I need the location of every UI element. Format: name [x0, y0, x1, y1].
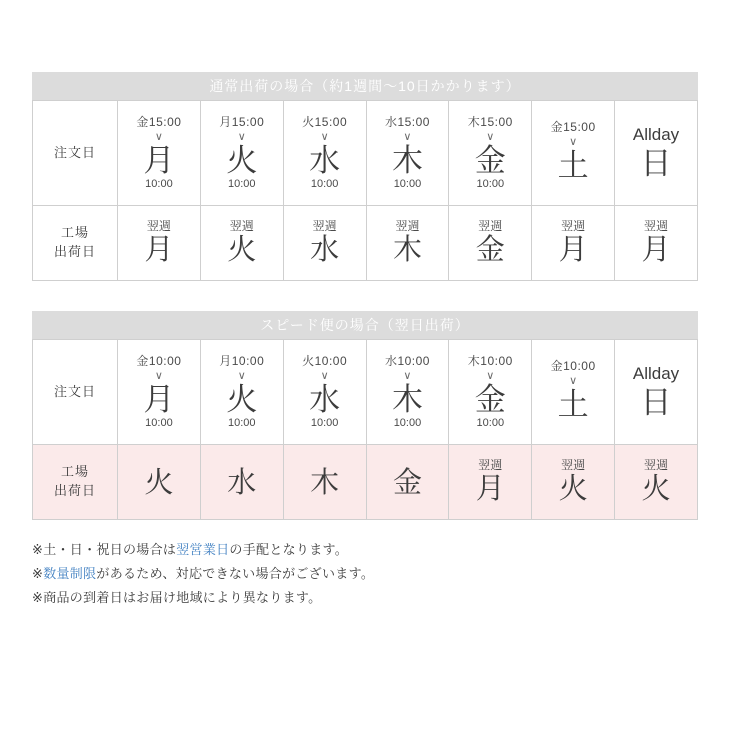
order-cell	[366, 101, 449, 206]
chevron-down-icon: ∨	[237, 368, 246, 382]
order-cell	[118, 340, 201, 445]
order-cell	[366, 340, 449, 445]
table-row-order-speed	[33, 340, 698, 445]
block-header-speed: スピード便の場合（翌日出荷）	[32, 311, 698, 339]
ship-day: 火	[641, 473, 671, 506]
order-time: 10:00	[310, 178, 339, 191]
order-cell	[283, 101, 366, 206]
order-time: 10:00	[476, 417, 505, 430]
note-highlight: 翌営業日	[176, 542, 230, 557]
order-day: 木	[391, 142, 423, 178]
order-cell	[532, 340, 615, 445]
block-header-normal: 通常出荷の場合（約1週間～10日かかります）	[32, 72, 698, 100]
ship-day: 金	[475, 234, 505, 267]
order-time: 10:00	[393, 178, 422, 191]
order-time: 10:00	[145, 178, 173, 191]
chevron-down-icon: ∨	[569, 374, 578, 388]
table-row-order-normal	[33, 101, 698, 206]
ship-cell	[200, 445, 283, 520]
ship-week: 翌週	[644, 458, 669, 473]
ship-week: 翌週	[229, 219, 254, 234]
ship-day: 火	[144, 467, 174, 500]
note-text-after: の手配となります。	[229, 542, 349, 557]
order-cell	[283, 340, 366, 445]
ship-day: 月	[641, 234, 671, 267]
chevron-down-icon: ∨	[569, 135, 578, 149]
ship-week: 翌週	[395, 219, 420, 234]
ship-day: 火	[558, 473, 588, 506]
note-highlight: 数量制限	[43, 566, 97, 582]
row-label-ship-speed: 工場 出荷日	[33, 445, 118, 520]
order-time: 10:00	[476, 178, 505, 191]
ship-week: 翌週	[561, 458, 586, 473]
order-cell	[200, 101, 283, 206]
order-time: 10:00	[310, 417, 339, 430]
ship-cell	[449, 445, 532, 520]
order-cutoff: 金10:00	[550, 359, 596, 374]
chevron-down-icon: ∨	[486, 368, 495, 382]
note-text-before: 商品の到着日はお届け地域により異なります。	[43, 590, 322, 606]
ship-day: 木	[310, 467, 340, 500]
order-day: 金	[474, 381, 506, 417]
ship-cell	[283, 206, 366, 281]
ship-cell	[532, 445, 615, 520]
ship-day: 水	[227, 467, 257, 500]
ship-day: 月	[475, 473, 505, 506]
order-cutoff: 月15:00	[219, 114, 265, 129]
order-cutoff: 金15:00	[136, 114, 182, 129]
chevron-down-icon: ∨	[154, 368, 163, 382]
row-label-ship-normal: 工場 出荷日	[33, 206, 118, 281]
order-cell	[615, 340, 698, 445]
schedule-block-normal	[32, 72, 698, 281]
order-day: 月	[143, 381, 175, 417]
order-cutoff: 金15:00	[550, 120, 596, 135]
order-day: 日	[640, 145, 672, 181]
ship-cell	[615, 206, 698, 281]
order-cutoff: 水15:00	[384, 114, 430, 129]
ship-cell	[532, 206, 615, 281]
chevron-down-icon: ∨	[320, 368, 329, 382]
ship-day: 木	[392, 234, 422, 267]
ship-day: 水	[310, 234, 340, 267]
table-row-ship-speed	[33, 445, 698, 520]
schedule-block-speed	[32, 311, 698, 520]
ship-cell	[200, 206, 283, 281]
note-item	[32, 586, 698, 610]
order-day: 月	[143, 142, 175, 178]
order-day: 土	[557, 387, 589, 423]
ship-day: 月	[558, 234, 588, 267]
ship-week: 翌週	[478, 458, 503, 473]
order-cutoff: 金10:00	[136, 353, 182, 368]
order-day: 土	[557, 148, 589, 184]
ship-cell	[449, 206, 532, 281]
notes-list	[32, 538, 698, 610]
note-prefix: ※	[32, 566, 44, 582]
note-item	[32, 538, 698, 562]
ship-cell	[118, 206, 201, 281]
order-cell	[200, 340, 283, 445]
note-prefix: ※	[32, 542, 44, 557]
order-day: 水	[309, 381, 341, 417]
ship-week: 翌週	[644, 219, 669, 234]
chevron-down-icon: ∨	[154, 129, 163, 143]
ship-day: 金	[392, 467, 422, 500]
order-cutoff: 月10:00	[219, 353, 265, 368]
order-day: 日	[640, 384, 672, 420]
ship-week: 翌週	[561, 219, 586, 234]
order-time: 10:00	[228, 417, 256, 430]
order-day: 金	[474, 142, 506, 178]
chevron-down-icon: ∨	[320, 129, 329, 143]
ship-cell	[366, 206, 449, 281]
order-cutoff: 火10:00	[302, 353, 348, 368]
order-day: 水	[309, 142, 341, 178]
schedule-table-speed	[32, 339, 698, 520]
chevron-down-icon: ∨	[486, 129, 495, 143]
order-cell	[615, 101, 698, 206]
ship-cell	[283, 445, 366, 520]
ship-cell	[118, 445, 201, 520]
schedule-table-normal	[32, 100, 698, 281]
order-cell	[532, 101, 615, 206]
order-cutoff: 火15:00	[302, 114, 348, 129]
order-allday-label: Allday	[632, 124, 680, 144]
chevron-down-icon: ∨	[403, 368, 412, 382]
order-allday-label: Allday	[632, 363, 680, 383]
order-time: 10:00	[228, 178, 256, 191]
order-day: 火	[226, 381, 258, 417]
order-cutoff: 木10:00	[467, 353, 513, 368]
order-time: 10:00	[145, 417, 173, 430]
ship-cell	[615, 445, 698, 520]
note-text-after: があるため、対応できない場合がございます。	[96, 566, 375, 582]
order-cutoff: 水10:00	[384, 353, 430, 368]
note-text-before: 土・日・祝日の場合は	[43, 542, 177, 557]
note-prefix: ※	[32, 590, 44, 606]
chevron-down-icon: ∨	[237, 129, 246, 143]
order-day: 火	[226, 142, 258, 178]
order-day: 木	[391, 381, 423, 417]
ship-cell	[366, 445, 449, 520]
row-label-order-normal: 注文日	[33, 101, 118, 206]
ship-day: 月	[144, 234, 174, 267]
order-cutoff: 木15:00	[467, 114, 513, 129]
ship-week: 翌週	[146, 219, 171, 234]
order-cell	[118, 101, 201, 206]
row-label-order-speed: 注文日	[33, 340, 118, 445]
ship-week: 翌週	[312, 219, 337, 234]
table-row-ship-normal	[33, 206, 698, 281]
ship-day: 火	[227, 234, 257, 267]
chevron-down-icon: ∨	[403, 129, 412, 143]
order-cell	[449, 101, 532, 206]
order-time: 10:00	[393, 417, 422, 430]
ship-week: 翌週	[478, 219, 503, 234]
order-cell	[449, 340, 532, 445]
note-item	[32, 562, 698, 586]
